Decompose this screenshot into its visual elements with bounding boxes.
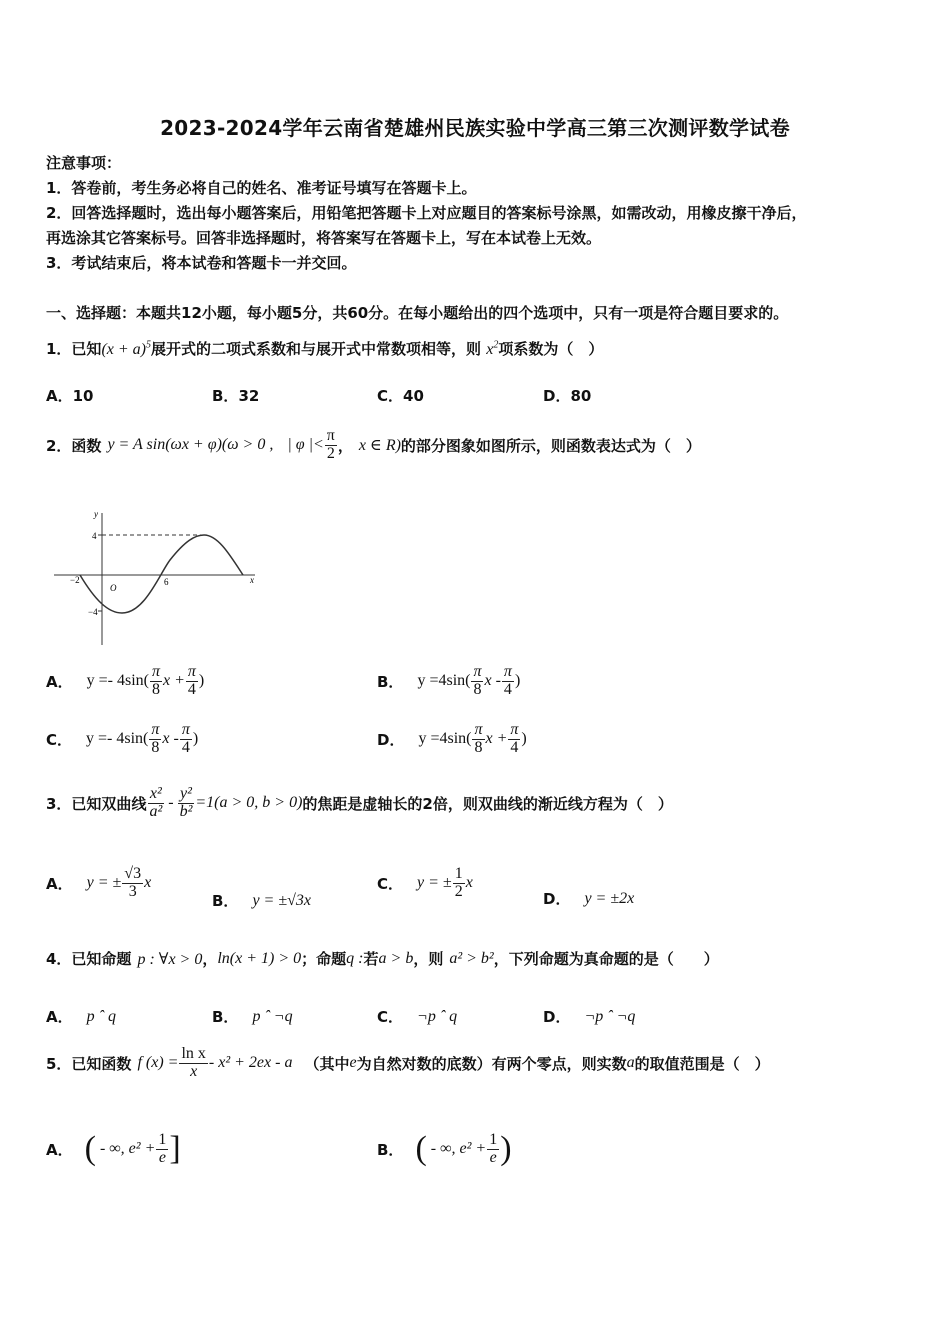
q4-ln: ln(x + 1) > 0 bbox=[217, 949, 302, 967]
question-5: 5．已知函数 f (x) = $\frac{\text{ln x}}{x}$ - x² + 2ex - a （其中 e 为自然对数的底数）有两个零点，则实数 a 的取值范围是（ ） bbox=[46, 1045, 770, 1080]
sine-curve bbox=[80, 535, 243, 613]
graph-tick-4: 4 bbox=[92, 531, 97, 541]
page-title: 2023-2024学年云南省楚雄州民族实验中学高三第三次测评数学试卷 bbox=[160, 116, 790, 140]
q4-option-a[interactable]: A． p ˆ q bbox=[46, 1007, 116, 1026]
q1-x-squared: $x^2$ bbox=[486, 339, 499, 358]
q2-graph bbox=[50, 505, 265, 650]
q4-a2b2: a² > b² bbox=[449, 949, 494, 967]
question-2: 2．函数 y = A sin(ωx + φ)(ω > 0 , | φ |< $\frac{\pi}{2}$ ， x ∈ R) 的部分图象如图所示，则函数表达式为（ ） bbox=[46, 427, 701, 462]
q3-x2-over-a2: $\frac{\text{x²}}{\text{a²}}$ bbox=[149, 785, 163, 820]
question-1 bbox=[46, 338, 603, 359]
q1-option-b[interactable]: B．32 bbox=[212, 387, 260, 405]
q4-option-b[interactable]: B． p ˆ ¬q bbox=[212, 1007, 293, 1026]
q4-option-c[interactable]: C． ¬p ˆ q bbox=[377, 1007, 458, 1026]
q3-tail: 的焦距是虚轴长的2倍，则双曲线的渐近线方程为（ ） bbox=[302, 794, 673, 813]
q2-domain: x ∈ R) bbox=[358, 437, 401, 455]
section-heading: 一、选择题：本题共12小题，每小题5分，共60分。在每小题给出的四个选项中，只有一项是符合题目要求的。 bbox=[46, 304, 789, 322]
graph-tick-neg4: −4 bbox=[88, 607, 98, 617]
q3-option-d[interactable]: D． y = ±2x bbox=[543, 889, 635, 908]
q2-option-a[interactable]: A． y =- 4sin( $\frac{\pi}{8}$ x + $\frac{\pi}{4}$ ) bbox=[46, 663, 205, 698]
q3-number: 3．已知双曲线 bbox=[46, 794, 147, 813]
notice-heading: 注意事项： bbox=[46, 154, 122, 172]
q1-number: 1．已知 bbox=[46, 340, 102, 358]
q1-text: 展开式的二项式系数和与展开式中常数项相等，则 bbox=[151, 340, 482, 358]
graph-tick-6: 6 bbox=[164, 577, 169, 587]
q5-f: f (x) = bbox=[137, 1054, 179, 1072]
notice-item-2-cont: 再选涂其它答案标号。回答非选择题时，将答案写在答题卡上，写在本试卷上无效。 bbox=[46, 229, 602, 247]
question-4: 4．已知命题 p : ∀x > 0 ， ln(x + 1) > 0 ；命题 q : 若 a > b ，则 a² > b² ，下列命题为真命题的是（ ） bbox=[46, 949, 719, 968]
question-3: 3．已知双曲线 $\frac{\text{x²}}{\text{a²}}$ - $\frac{\text{y²}}{\text{b²}}$ =1(a > 0, b > 0) 的焦距是虚轴长的2倍，则双曲线的渐近线方程为（ ） bbox=[46, 785, 673, 820]
q2-option-b[interactable]: B． y =4sin( $\frac{\pi}{8}$ x - $\frac{\pi}{4}$ ) bbox=[377, 663, 521, 698]
q4-number: 4．已知命题 bbox=[46, 950, 132, 968]
q3-rhs: =1(a > 0, b > 0) bbox=[195, 794, 303, 812]
notice-item-3: 3．考试结束后，将本试卷和答题卡一并交回。 bbox=[46, 254, 357, 272]
q3-option-b[interactable]: B． y = ±√3x bbox=[212, 891, 311, 910]
q4-q: q : bbox=[346, 949, 364, 967]
q2-phi-condition: | φ |< bbox=[287, 436, 324, 454]
q2-option-d[interactable]: D． y =4sin( $\frac{\pi}{8}$ x + $\frac{\pi}{4}$ ) bbox=[377, 721, 527, 756]
q4-p: p : ∀x > 0 bbox=[137, 950, 203, 968]
graph-origin: O bbox=[110, 583, 117, 593]
q2-function: y = A sin(ωx + φ)(ω > 0 , bbox=[107, 436, 274, 454]
q5-option-b[interactable]: B． ( - ∞, e² + $\frac{1}{e}$ ) bbox=[377, 1130, 512, 1167]
notice-item-1: 1．答卷前，考生务必将自己的姓名、准考证号填写在答题卡上。 bbox=[46, 179, 477, 197]
q2-tail: 的部分图象如图所示，则函数表达式为（ ） bbox=[400, 436, 701, 455]
graph-x-label: x bbox=[250, 575, 254, 585]
q5-lnx-over-x: $\frac{\text{ln x}}{x}$ bbox=[181, 1045, 206, 1080]
q1-option-a[interactable]: A．10 bbox=[46, 387, 94, 405]
graph-tick-neg2: −2 bbox=[70, 575, 80, 585]
q5-rest: - x² + 2ex - a bbox=[208, 1054, 293, 1072]
q2-number: 2．函数 bbox=[46, 436, 102, 455]
q3-option-a[interactable]: A． y = ± $\frac{√3}{3}$ x bbox=[46, 865, 152, 900]
q5-option-a[interactable]: A． ( - ∞, e² + $\frac{1}{e}$ ] bbox=[46, 1130, 181, 1167]
notice-item-2: 2．回答选择题时，选出每小题答案后，用铅笔把答题卡上对应题目的答案标号涂黑，如需改动，用橡皮擦干净后， bbox=[46, 204, 807, 222]
q2-pi-over-2: $\frac{\pi}{2}$ bbox=[326, 427, 335, 462]
q3-option-c[interactable]: C． y = ± $\frac{1}{2}$ x bbox=[377, 865, 473, 900]
q3-y2-over-b2: $\frac{\text{y²}}{\text{b²}}$ bbox=[179, 785, 193, 820]
q1-option-c[interactable]: C．40 bbox=[377, 387, 424, 405]
q5-number: 5．已知函数 bbox=[46, 1054, 132, 1073]
q4-ab: a > b bbox=[378, 949, 414, 967]
q1-option-d[interactable]: D．80 bbox=[543, 387, 592, 405]
q4-option-d[interactable]: D． ¬p ˆ ¬q bbox=[543, 1007, 636, 1026]
graph-y-label: y bbox=[94, 509, 98, 519]
q1-tail: 项系数为（ ） bbox=[498, 340, 604, 358]
q2-option-c[interactable]: C． y =- 4sin( $\frac{\pi}{8}$ x - $\frac{\pi}{4}$ ) bbox=[46, 721, 199, 756]
q4-tail: ，下列命题为真命题的是（ ） bbox=[493, 950, 719, 968]
q1-binomial: $(x + a)^5$ bbox=[101, 339, 151, 358]
